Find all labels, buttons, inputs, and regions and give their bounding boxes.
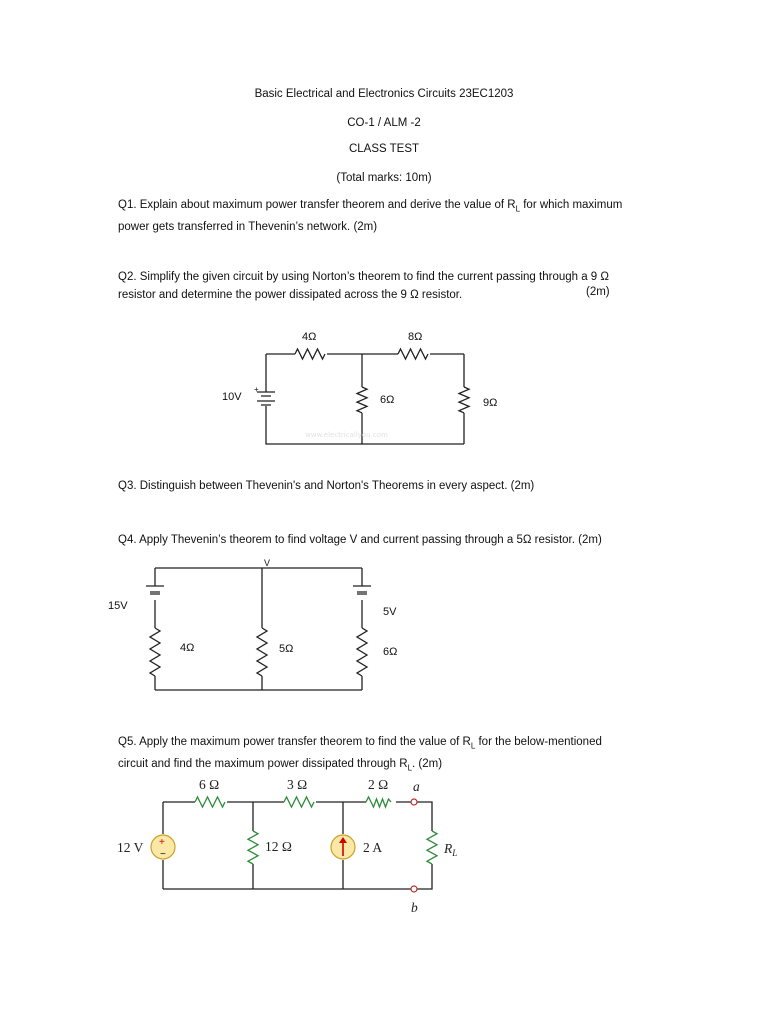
label-15v: 15V (108, 600, 128, 612)
label-rl-main: R (444, 841, 453, 856)
terminal-b (411, 886, 417, 892)
label-a: a (413, 779, 420, 794)
q2-line1: Q2. Simplify the given circuit by using Norton’s theorem to find the current passing through a 9 Ω (118, 271, 609, 283)
q5-subscript-1: L (470, 741, 476, 751)
label-b: b (411, 900, 418, 915)
label-node-v: V (264, 558, 271, 568)
q1-line1-text: Q1. Explain about maximum power transfer theorem and derive the value of R (118, 199, 516, 211)
label-3ohm: 3 Ω (287, 777, 308, 792)
label-9ohm: 9Ω (483, 397, 498, 409)
label-6ohm: 6Ω (383, 646, 398, 658)
label-5ohm: 5Ω (279, 643, 294, 655)
label-2a: 2 A (363, 840, 383, 855)
total-marks: (Total marks: 10m) (336, 172, 432, 184)
q2-line2: resistor and determine the power dissipated across the 9 Ω resistor. (118, 289, 463, 301)
resistor-12ohm (248, 831, 258, 864)
vsource-minus: − (160, 849, 166, 860)
resistor-6ohm (195, 797, 225, 807)
label-6ohm: 6Ω (380, 394, 395, 406)
label-10v: 10V (222, 391, 242, 403)
label-6ohm: 6 Ω (199, 777, 220, 792)
q2-marks: (2m) (586, 286, 610, 298)
resistor-load (427, 831, 437, 864)
q5-subscript-2: L (407, 763, 413, 773)
vsource-plus: + (159, 837, 165, 848)
q5-line1-end: for the below-mentioned (475, 736, 602, 748)
label-4ohm: 4Ω (180, 642, 195, 654)
q5-line1-text: Q5. Apply the maximum power transfer theorem to find the value of R (118, 736, 471, 748)
terminal-a (411, 799, 417, 805)
label-5v: 5V (383, 606, 397, 618)
co-label: CO-1 / ALM -2 (347, 117, 421, 129)
plus-sign: + (254, 385, 259, 394)
q1-line2: power gets transferred in Thevenin’s network. (2m) (118, 221, 378, 234)
question-4: Q4. Apply Thevenin’s theorem to find voltage V and current passing through a 5Ω resistor. (2m) (118, 534, 602, 546)
label-12v: 12 V (117, 840, 144, 855)
q1-subscript: L (515, 204, 521, 214)
label-2ohm: 2 Ω (368, 777, 389, 792)
resistor-2ohm (366, 797, 391, 807)
q5-line2-text: circuit and find the maximum power dissipated through R (118, 758, 408, 771)
q1-line1-end: for which maximum (520, 199, 623, 211)
q5-line2-end: . (2m) (412, 758, 443, 771)
course-title: Basic Electrical and Electronics Circuits 23EC1203 (254, 88, 514, 100)
label-rl (443, 841, 457, 858)
question-3: Q3. Distinguish between Thevenin's and Norton's Theorems in every aspect. (2m) (118, 480, 535, 492)
label-12ohm: 12 Ω (265, 839, 292, 854)
watermark: www.electricallyou.com (305, 431, 388, 439)
label-4ohm: 4Ω (302, 331, 317, 343)
test-label: CLASS TEST (348, 143, 420, 155)
resistor-3ohm (284, 797, 314, 807)
label-8ohm: 8Ω (408, 331, 423, 343)
label-rl-sub: L (452, 848, 458, 858)
